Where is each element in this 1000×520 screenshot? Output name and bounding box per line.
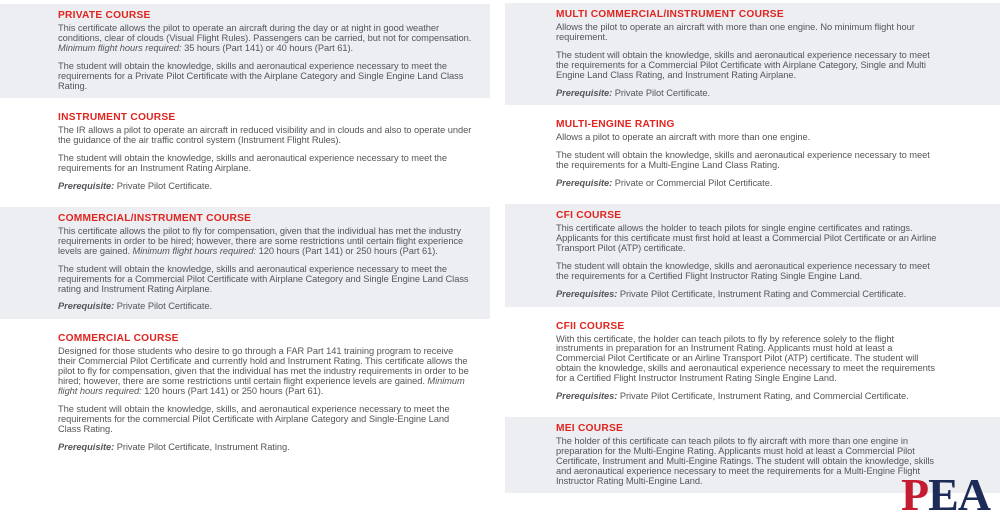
- commercial-instrument-course-paragraph-2: The student will obtain the knowledge, skills and aeronautical experience necessary to meet the requirements for a Commercial Pilot Certificate with Airplane Category and Single Engine Land Class rating and Instrument Rating Airplane.: [58, 263, 469, 294]
- logo-letter-e: E: [928, 469, 958, 520]
- cfi-course-paragraph-2: The student will obtain the knowledge, skills and aeronautical experience necessary to meet the requirements for a Certified Flight Instructor Rating Single Engine Land.: [556, 260, 930, 281]
- instrument-course-paragraph-3: Prerequisite: Private Pilot Certificate.: [58, 181, 213, 192]
- multi-engine-rating-paragraph-3: Prerequisite: Private or Commercial Pilot Certificate.: [556, 178, 773, 189]
- commercial-instrument-course-paragraph-1: This certificate allows the pilot to fly for compensation, given that the individual has met the industry requirements in order to be hired; however, there are some restrictions until certain flight experience levels are gained. Minimum flight hours required: 120 hours (Part 141) or 250 hours (Part 61).: [58, 225, 464, 256]
- commercial-course-paragraph-1: Designed for those students who desire to go through a FAR Part 141 training program to receive their Commercial Pilot Certificate and currently hold and Instrument Rating. This certificate allows the pilot to fly for compensation, given that the individual has met the industry requirements in order to be hired; however, there are some restrictions until certain flight experience levels are gained. Minimum flight hours required: 120 hours (Part 141) or 250 hours (Part 61).: [58, 346, 469, 396]
- multi-commercial-instrument-course: [505, 3, 1000, 105]
- instrument-course-paragraph-2: The student will obtain the knowledge, skills and aeronautical experience necessary to meet the requirements for an Instrument Rating Airplane.: [58, 153, 448, 174]
- left-column: [0, 0, 490, 467]
- pea-logo: [901, 469, 997, 520]
- logo-letter-a: A: [957, 469, 991, 520]
- instrument-course-paragraph-1: The IR allows a pilot to operate an aircraft in reduced visibility and in clouds and also to operate under the guidance of the air traffic control system (Instrument Flight Rules).: [58, 125, 472, 146]
- commercial-course-title: COMMERCIAL COURSE: [58, 333, 179, 345]
- multi-engine-rating-title: MULTI-ENGINE RATING: [556, 119, 675, 131]
- private-course: [0, 4, 490, 98]
- multi-commercial-instrument-course-title: MULTI COMMERCIAL/INSTRUMENT COURSE: [556, 9, 784, 20]
- multi-engine-rating-paragraph-1: Allows a pilot to operate an aircraft with more than one engine.: [556, 132, 811, 143]
- right-column: [505, 0, 1000, 501]
- commercial-instrument-course: [0, 207, 490, 319]
- cfii-course-paragraph-1: With this certificate, the holder can teach pilots to fly by reference solely to the flight instruments in preparation for an Instrument Rating. Applicants must hold at least a Commercial Pilot Certificate or an Airline Transport Pilot (ATP) certificate. The student will obtain the knowledge, skills and aeronautical experience necessary to meet the requirements for a Certified Flight Instructor Instrument Rating Single Engine Land.: [556, 333, 935, 384]
- cfii-course: [505, 315, 1000, 409]
- mei-course-paragraph-1: The holder of this certificate can teach pilots to fly aircraft with more than one engine in preparation for the Multi-Engine Rating. Applicants must hold at least a Commercial Pilot Certificate, Instrument and Multi-Engine Ratings. The student will obtain the knowledge, skills and aeronautical experience necessary to meet the requirements for a Multi-Engine Flight Instructor Rating Multi-Engine Land.: [556, 435, 934, 486]
- mei-course-title: MEI COURSE: [556, 422, 624, 434]
- multi-commercial-instrument-course-paragraph-3: Prerequisite: Private Pilot Certificate.: [556, 87, 711, 98]
- commercial-instrument-course-paragraph-3: Prerequisite: Private Pilot Certificate.: [58, 301, 213, 312]
- commercial-course-paragraph-3: Prerequisite: Private Pilot Certificate, Instrument Rating.: [58, 441, 290, 452]
- commercial-instrument-course-title: COMMERCIAL/INSTRUMENT COURSE: [58, 212, 252, 224]
- cfi-course: [505, 204, 1000, 306]
- cfi-course-title: CFI COURSE: [556, 210, 622, 222]
- pea-logo-text: [901, 469, 991, 520]
- instrument-course: [0, 106, 490, 199]
- private-course-title: PRIVATE COURSE: [58, 10, 151, 21]
- cfi-course-paragraph-1: This certificate allows the holder to teach pilots for single engine certificates and ratings. Applicants for this certificate must first hold at least a Commercial Pilot Certificate or an Airline Transport Pilot (ATP) certificate.: [556, 223, 937, 253]
- multi-commercial-instrument-course-paragraph-2: The student will obtain the knowledge, skills and aeronautical experience necessary to meet the requirements for a Commercial Pilot Certificate with Airplane Category, Single and Multi Engine Land Class Rating, and Instrument Rating Airplane.: [556, 49, 930, 80]
- cfii-course-paragraph-2: Prerequisites: Private Pilot Certificate, Instrument Rating, and Commercial Certificate.: [556, 391, 909, 402]
- multi-engine-rating-paragraph-2: The student will obtain the knowledge, skills and aeronautical experience necessary to meet the requirements for a Multi-Engine Land Class Rating.: [556, 150, 930, 171]
- logo-letter-p: P: [901, 469, 929, 520]
- commercial-course-paragraph-2: The student will obtain the knowledge, skills, and aeronautical experience necessary to meet the requirements for the commercial Pilot Certificate with Airplane Category and Single-Engine Land Class Rating.: [58, 403, 450, 434]
- cfi-course-paragraph-3: Prerequisites: Private Pilot Certificate, Instrument Rating and Commercial Certificate.: [556, 288, 907, 299]
- private-course-paragraph-1: This certificate allows the pilot to operate an aircraft during the day or at night in good weather conditions, clear of clouds (Visual Flight Rules). Passengers can be carried, but not for compensation. Minimum flight hours required: 35 hours (Part 141) or 40 hours (Part 61).: [58, 23, 472, 53]
- cfii-course-title: CFII COURSE: [556, 320, 625, 332]
- private-course-paragraph-2: The student will obtain the knowledge, skills and aeronautical experience necessary to meet the requirements for a Private Pilot Certificate with the Airplane Category and Single Engine Land Class Rating.: [58, 60, 464, 91]
- multi-commercial-instrument-course-paragraph-1: Allows the pilot to operate an aircraft with more than one engine. No minimum flight hour requirement.: [556, 22, 915, 42]
- multi-engine-rating: [505, 113, 1000, 196]
- instrument-course-title: INSTRUMENT COURSE: [58, 112, 176, 124]
- commercial-course: [0, 327, 490, 459]
